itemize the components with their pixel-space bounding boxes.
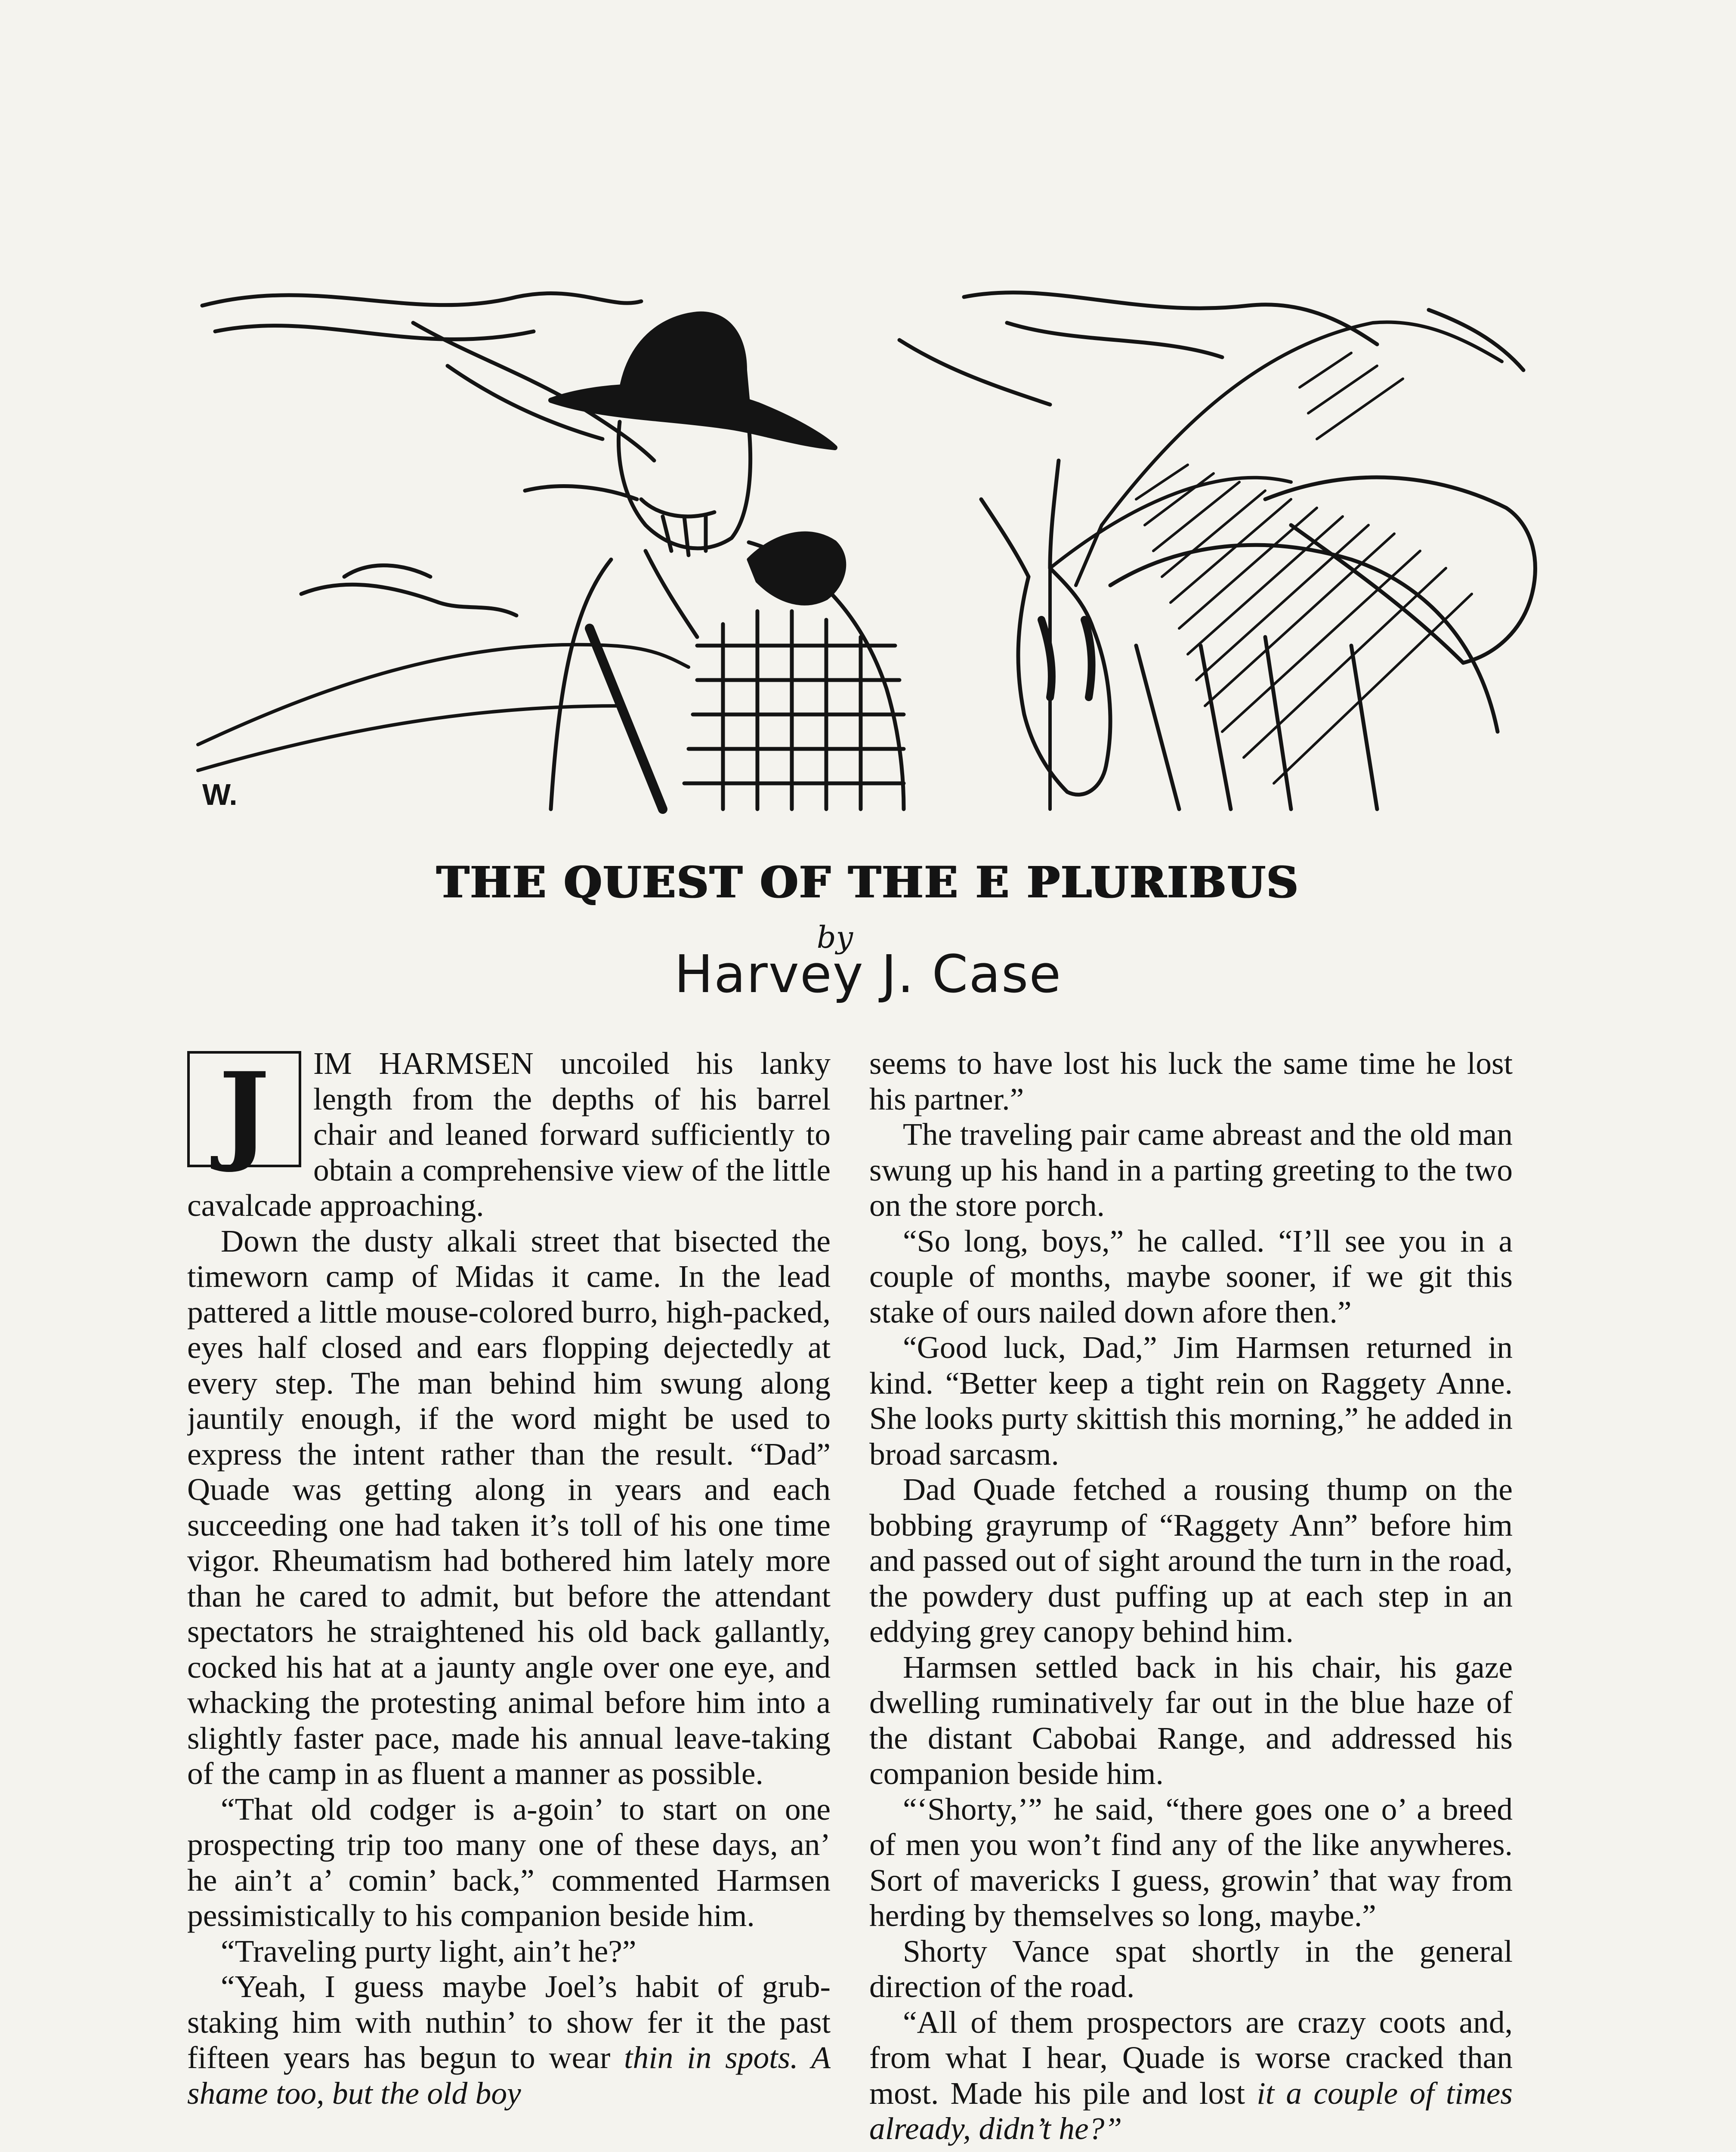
paragraph: “Good luck, Dad,” Jim Harmsen returned in kind. “Better keep a tight rein on Raggety Anne. She looks purty skittish this morning,” he added in broad sarcasm.	[869, 1330, 1513, 1472]
byline-author: Harvey J. Case	[674, 945, 1062, 1005]
paragraph	[187, 1969, 831, 2111]
story-title: THE QUEST OF THE E PLURIBUS	[436, 857, 1300, 908]
drop-cap: J	[187, 1051, 301, 1167]
sky-lines	[202, 293, 1523, 615]
paragraph-continued: seems to have lost his luck the same time he lost his partner.”	[869, 1046, 1513, 1116]
text-column-1	[187, 1046, 831, 2152]
artist-signature: W.	[202, 778, 238, 811]
paragraph-text: “Yeah, I guess maybe Joel’s habit of grub-staking him with nuthin’ to show fer it the past fifteen years has begun to wear	[187, 1969, 831, 2075]
paragraph: Harmsen settled back in his chair, his gaze dwelling ruminatively far out in the blue haze of the distant Cabobai Range, and addressed his companion beside him.	[869, 1649, 1513, 1791]
paragraph: Shorty Vance spat shortly in the general direction of the road.	[869, 1933, 1513, 2004]
burro	[981, 461, 1535, 809]
paragraph-text: “All of them prospectors are crazy coots and, from what I hear, Quade is worse cracked than most. Made his pile and lost	[869, 2004, 1513, 2111]
paragraph	[869, 2005, 1513, 2147]
hat	[551, 314, 835, 448]
story-illustration	[189, 258, 1549, 818]
paragraph: Down the dusty alkali street that bisected the timeworn camp of Midas it came. In the lead pattered a little mouse-colored burro, high-packed, eyes half closed and ears flopping dejectedly at every step. The man behind him swung along jauntily enough, if the word might be used to express the intent rather than the result. “Dad” Quade was getting along in years and each succeeding one had taken it’s toll of his one time vigor. Rheumatism had bothered him lately more than he cared to admit, but before the attendant spectators he straightened his old back gallantly, cocked his hat at a jaunty angle over one eye, and whacking the protesting animal before him into a slightly faster pace, made his annual leave-taking of the camp in as fluent a manner as possible.	[187, 1223, 831, 1791]
paragraph-italic: it a couple of times already, didn’t he?”	[869, 2075, 1513, 2146]
paragraph: “Traveling purty light, ain’t he?”	[221, 1933, 636, 1969]
paragraph: “So long, boys,” he called. “I’ll see you in a couple of months, maybe sooner, if we git this stake of ours nailed down afore then.”	[869, 1223, 1513, 1330]
mountain-hatching	[1136, 353, 1472, 783]
paragraph: “‘Shorty,’” he said, “there goes one o’ a breed of men you won’t find any of the like anywheres. Sort of mavericks I guess, growin’ that way from herding by themselves so long, maybe.”	[869, 1791, 1513, 1933]
paragraph: IM HARMSEN uncoiled his lanky length from the depths of his barrel chair and leaned forward sufficiently to obtain a comprehensive view of the little cavalcade approaching.	[187, 1046, 831, 1223]
text-column-2	[869, 1046, 1513, 2152]
face	[525, 422, 751, 555]
paragraph-italic: thin in spots. A shame too, but the old boy	[187, 2040, 831, 2111]
paragraph: The traveling pair came abreast and the old man swung up his hand in a parting greeting to the two on the store porch.	[869, 1117, 1513, 1223]
byline-by: by	[816, 920, 853, 955]
paragraph: “That old codger is a-goin’ to start on one prospecting trip too many one of these days, an’ he ain’t a’ comin’ back,” commented Harmsen pessimistically to his companion beside him.	[187, 1791, 831, 1933]
body	[551, 533, 904, 809]
paragraph: Dad Quade fetched a rousing thump on the bobbing grayrump of “Raggety Ann” before him and passed out of sight around the turn in the road, the powdery dust puffing up at each step in an eddying grey canopy behind him.	[869, 1472, 1513, 1649]
